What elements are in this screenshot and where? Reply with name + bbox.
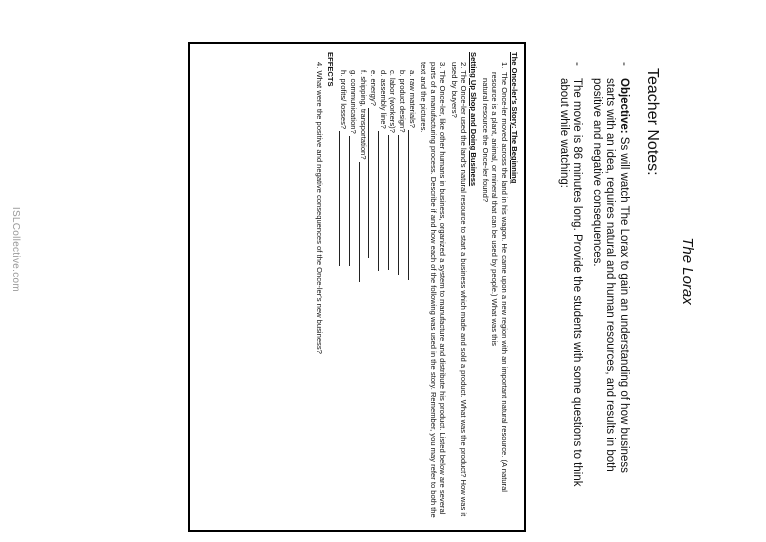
item-shipping: f. shipping, transportation?	[358, 70, 368, 522]
question-1: 1. The Once-ler moved across the land in his wagon. He came upon a new region with an important natural resource. (A natural resource is a plant, animal, or mineral that can be used by people.) What was this natural resource the Once-ler found?	[480, 62, 508, 522]
item-product-design: b. product design?	[397, 70, 407, 522]
question-4: 4. What were the positive and negative consequences of the Once-ler's new business?	[315, 62, 325, 354]
item-profits-losses: h. profits/ losses?	[339, 70, 349, 522]
movie-length-bullet: - The movie is 86 minutes long. Provide the students with some questions to think about while watching:	[558, 62, 584, 487]
question-2: 2. The Once-ler used the land's natural resource to start a business which made and sold a product. What was the product? How was it used by buyers?	[449, 62, 468, 517]
question-1-text: The Once-ler moved across the land in his wagon. He came upon a new region with an important natural resource. (A natural resource is a plant, animal, or mineral that can be used by people.) What was this	[490, 72, 509, 492]
manufacturing-items	[339, 70, 417, 522]
section-business-heading: Setting Up Shop and Doing Business	[469, 52, 479, 187]
movie-length-text: The movie is 86 minutes long. Provide the students with some questions to think about while watching:	[558, 78, 584, 487]
worksheet-box	[188, 42, 526, 532]
item-communication: g. communication?	[348, 70, 358, 522]
objective-label: Objective:	[618, 78, 630, 134]
document-title: The Lorax	[679, 237, 696, 305]
section-effects-heading: EFFECTS	[325, 52, 335, 87]
watermark: ISLCollective.com	[10, 206, 21, 292]
question-1-continuation: natural resource the Once-ler found?	[480, 78, 490, 203]
item-labor: c. labor (workers)?	[388, 70, 398, 522]
item-assembly-line: d. assembly line?	[378, 70, 388, 522]
item-raw-materials: a. raw materials?	[407, 70, 417, 522]
question-3: 3. The Once-ler, like other humans in business, organized a system to manufacture and distribute his product. Listed below are several parts of a manufacturing process. Describe if and how each of the following was used in the story. Remember, you may refer to both the text and the pictures.	[419, 62, 448, 518]
teacher-notes-heading: Teacher Notes:	[644, 68, 661, 176]
objective-text: Ss will watch The Lorax to gain an understanding of how business starts with an idea, requires natural and human resources, and results in both positive and negative consequences.	[591, 78, 630, 473]
objective-bullet: - Objective: Ss will watch The Lorax to gain an understanding of how business starts with an idea, requires natural and human resources, and results in both positive and negative consequences.	[591, 62, 630, 473]
teacher-notes-list	[551, 62, 631, 502]
item-energy: e. energy?	[368, 70, 378, 522]
section-beginning-heading: The Once-ler's Story: The Beginning	[510, 52, 519, 184]
